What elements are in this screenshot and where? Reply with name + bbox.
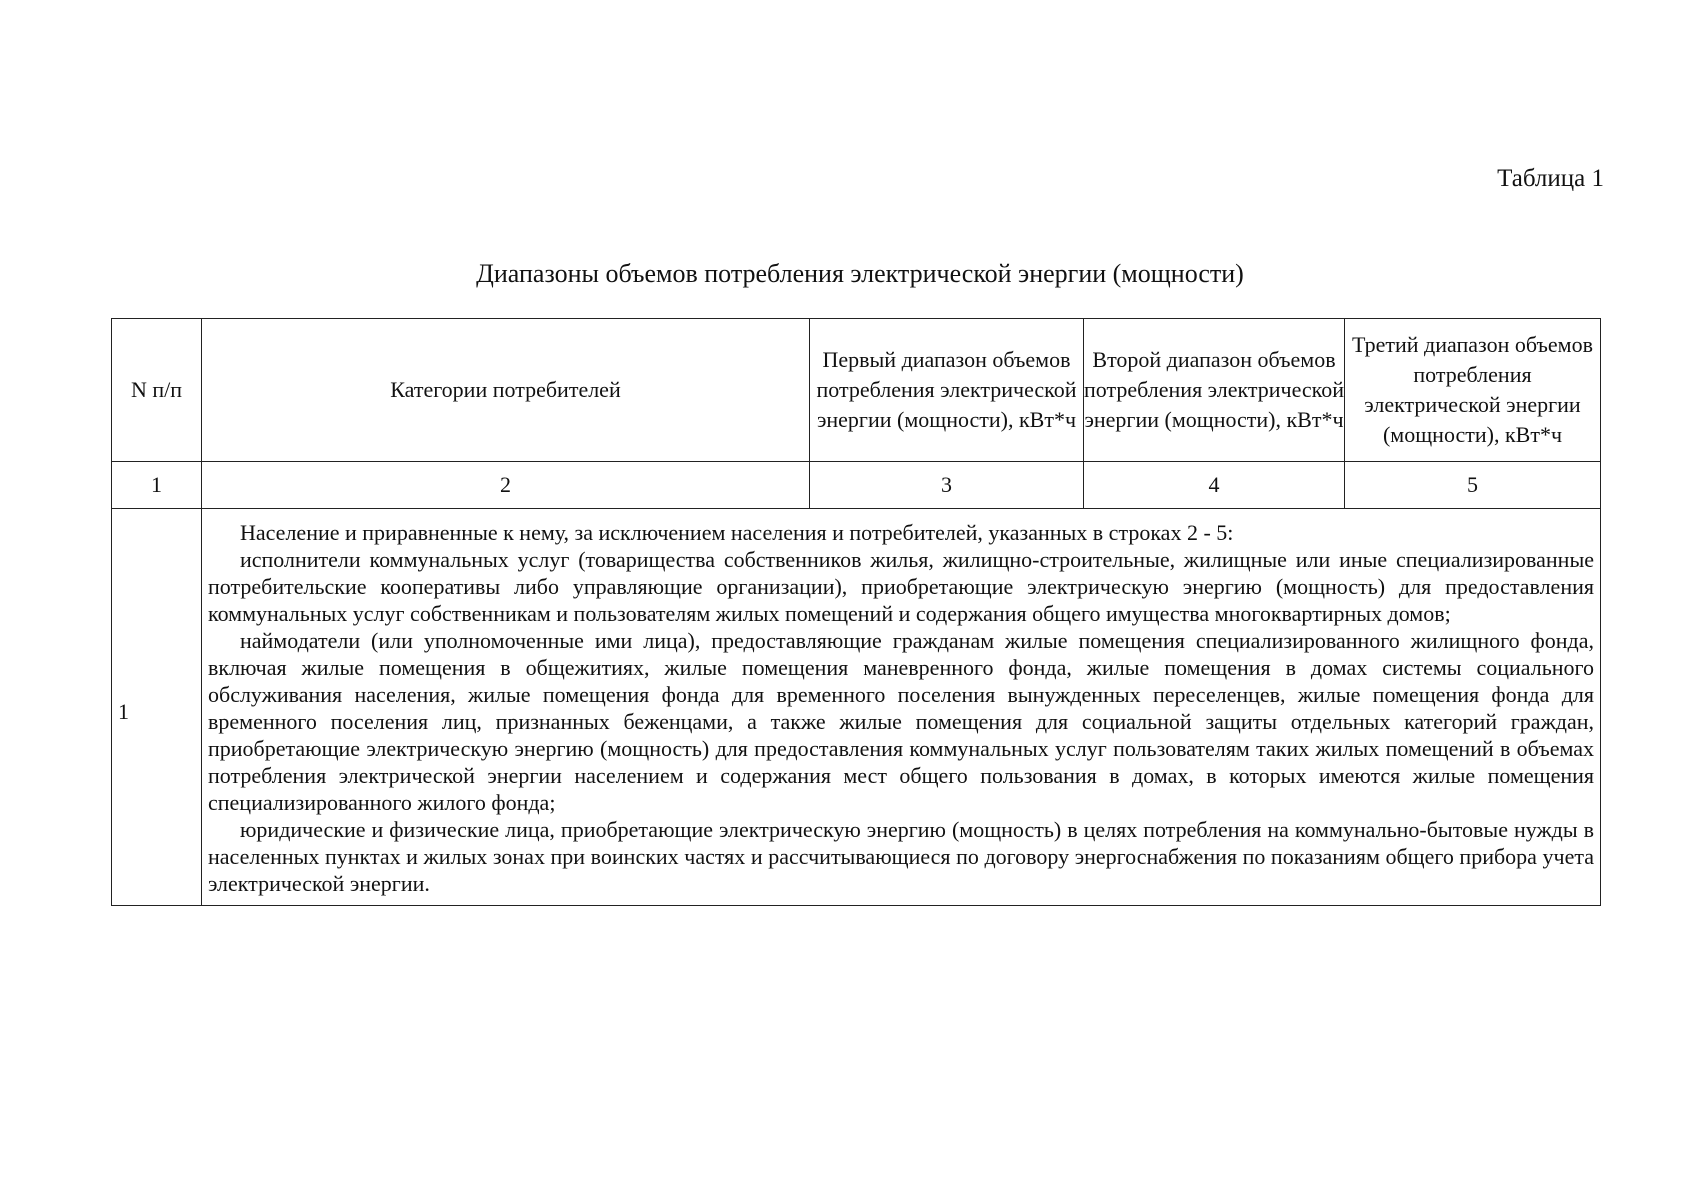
header-cell-category: Категории потребителей: [202, 319, 810, 462]
header-cell-number: N п/п: [112, 319, 202, 462]
header-cell-second-range: Второй диапазон объемов потребления электрической энергии (мощности), кВт*ч: [1084, 319, 1345, 462]
row-description-cell: [202, 509, 1601, 906]
table-row: [112, 509, 1601, 906]
column-number-cell: 3: [810, 462, 1084, 509]
column-number-cell: 4: [1084, 462, 1345, 509]
description-paragraph: юридические и физические лица, приобретающие электрическую энергию (мощность) в целях потребления на коммунально-бытовые нужды в населенных пунктах и жилых зонах при воинских частях и рассчитывающиеся по договору энергоснабжения по показаниям общего прибора учета электрической энергии.: [208, 817, 1594, 896]
column-number-cell: 2: [202, 462, 810, 509]
row-number-cell: 1: [112, 509, 202, 906]
column-number-cell: 1: [112, 462, 202, 509]
header-cell-third-range: Третий диапазон объемов потребления электрической энергии (мощности), кВт*ч: [1345, 319, 1601, 462]
description-paragraph: Население и приравненные к нему, за исключением населения и потребителей, указанных в строках 2 - 5:: [240, 520, 1234, 545]
document-title: Диапазоны объемов потребления электрической энергии (мощности): [476, 259, 1244, 288]
description-paragraph: исполнители коммунальных услуг (товарищества собственников жилья, жилищно-строительные, жилищные или иные специализированные потребительские кооперативы либо управляющие организации), приобретающие электрическую энергию (мощность) для предоставления коммунальных услуг собственникам и пользователям жилых помещений и содержания общего имущества многоквартирных домов;: [208, 547, 1594, 626]
consumption-ranges-table: [111, 318, 1601, 906]
description-paragraph: наймодатели (или уполномоченные ими лица), предоставляющие гражданам жилые помещения специализированного жилищного фонда, включая жилые помещения в общежитиях, жилые помещения маневренного фонда, жилые помещения в домах системы социального обслуживания населения, жилые помещения фонда для временного поселения вынужденных переселенцев, жилые помещения фонда для временного поселения лиц, признанных беженцами, а также жилые помещения для социальной защиты отдельных категорий граждан, приобретающие электрическую энергию (мощность) для предоставления коммунальных услуг пользователям таких жилых помещений в объемах потребления электрической энергии населением и содержания мест общего пользования в домах, в которых имеются жилые помещения специализированного жилого фонда;: [208, 628, 1594, 815]
table-label: Таблица 1: [1497, 165, 1604, 192]
column-number-row: [112, 462, 1601, 509]
column-number-cell: 5: [1345, 462, 1601, 509]
header-cell-first-range: Первый диапазон объемов потребления электрической энергии (мощности), кВт*ч: [810, 319, 1084, 462]
table-header-row: [112, 319, 1601, 462]
